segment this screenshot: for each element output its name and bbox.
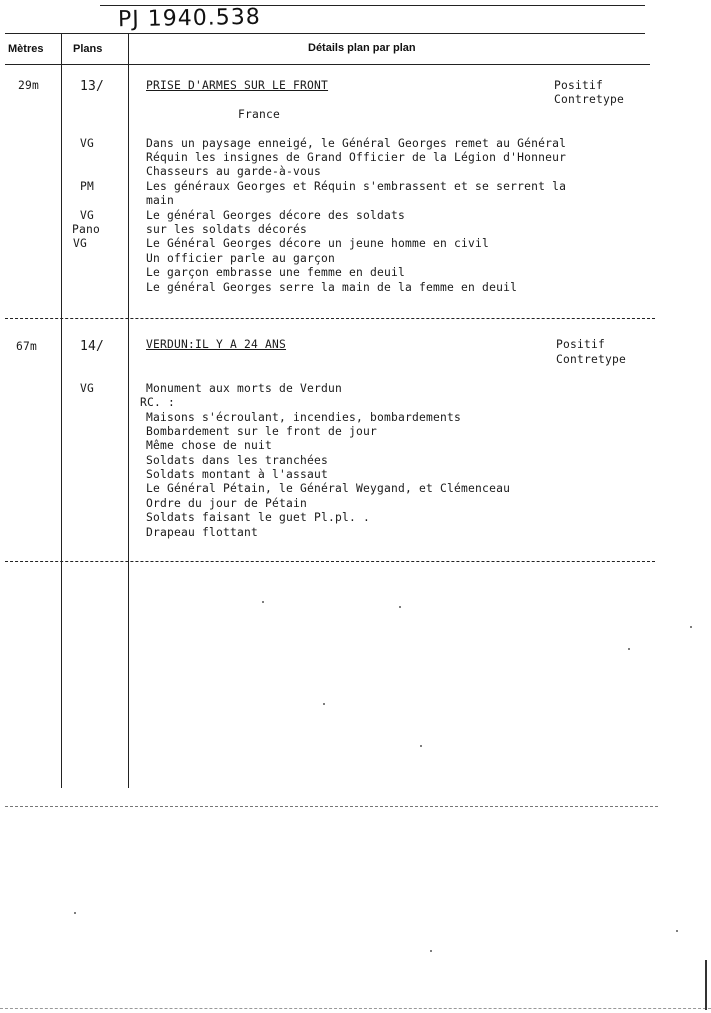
- shot-line: Soldats faisant le guet Pl.pl. .: [146, 511, 371, 524]
- shot-line: Le garçon embrasse une femme en deuil: [146, 266, 406, 279]
- top-rule: [100, 5, 645, 6]
- shot-line: Chasseurs au garde-à-vous: [146, 165, 322, 178]
- shot-line: Drapeau flottant: [146, 526, 259, 539]
- shot-line: main: [146, 194, 175, 207]
- scan-speck: [430, 950, 432, 952]
- scan-speck: [420, 745, 422, 747]
- shot-line: Un officier parle au garçon: [146, 252, 336, 265]
- format-contretype: Contretype: [556, 353, 627, 366]
- scan-speck: [399, 606, 401, 608]
- shot-line: Le Général Georges décore un jeune homme en civil: [146, 237, 490, 250]
- shot-line: Le Général Pétain, le Général Weygand, et Clémenceau: [146, 482, 511, 495]
- shot-line: Soldats dans les tranchées: [146, 454, 329, 467]
- column-header-metres: Mètres: [8, 43, 44, 55]
- format-positif: Positif: [554, 79, 604, 92]
- shot-type: VG: [80, 137, 95, 150]
- shot-line: sur les soldats décorés: [146, 223, 308, 236]
- entry-metres: 29m: [18, 79, 40, 92]
- column-header-details: Détails plan par plan: [308, 42, 416, 54]
- shot-line: Dans un paysage enneigé, le Général Georges remet au Général: [146, 137, 567, 150]
- scan-speck: [676, 930, 678, 932]
- entry-subtitle: France: [238, 108, 281, 121]
- bottom-edge-rule: [0, 1008, 711, 1009]
- entry-metres: 67m: [16, 340, 38, 353]
- shot-line: Maisons s'écroulant, incendies, bombardements: [146, 411, 462, 424]
- entry-separator: [5, 318, 655, 319]
- shot-line: Ordre du jour de Pétain: [146, 497, 308, 510]
- shot-line: RC. :: [140, 396, 176, 409]
- shot-line: Monument aux morts de Verdun: [146, 382, 343, 395]
- bottom-rule: [5, 806, 658, 807]
- format-positif: Positif: [556, 338, 606, 351]
- scan-speck: [323, 703, 325, 705]
- shot-type: PM: [80, 180, 95, 193]
- shot-line: Réquin les insignes de Grand Officier de la Légion d'Honneur: [146, 151, 567, 164]
- scan-speck: [690, 626, 692, 628]
- shot-type: VG: [80, 382, 95, 395]
- scan-speck: [74, 912, 76, 914]
- shot-type: VG: [80, 209, 95, 222]
- header-top-rule: [5, 33, 645, 34]
- scan-speck: [628, 648, 630, 650]
- shot-line: Soldats montant à l'assaut: [146, 468, 329, 481]
- entry-number: 14/: [80, 339, 105, 354]
- column-header-plans: Plans: [73, 43, 103, 55]
- shot-type: Pano: [72, 223, 101, 236]
- entry-separator: [5, 561, 655, 562]
- shot-line: Même chose de nuit: [146, 439, 273, 452]
- entry-number: 13/: [80, 79, 105, 94]
- page-edge-mark: [705, 960, 707, 1010]
- shot-line: Le général Georges décore des soldats: [146, 209, 406, 222]
- shot-line: Bombardement sur le front de jour: [146, 425, 378, 438]
- header-bottom-rule: [5, 64, 650, 65]
- shot-line: Les généraux Georges et Réquin s'embrassent et se serrent la: [146, 180, 567, 193]
- column-divider-metres: [61, 33, 62, 788]
- shot-type: VG: [73, 237, 88, 250]
- format-contretype: Contretype: [554, 93, 625, 106]
- handwritten-reference: PJ 1940.538: [117, 4, 261, 33]
- shot-line: Le général Georges serre la main de la femme en deuil: [146, 281, 518, 294]
- entry-title: PRISE D'ARMES SUR LE FRONT: [146, 79, 329, 92]
- column-divider-plans: [128, 33, 129, 788]
- entry-title: VERDUN:IL Y A 24 ANS: [146, 338, 287, 351]
- scan-speck: [262, 601, 264, 603]
